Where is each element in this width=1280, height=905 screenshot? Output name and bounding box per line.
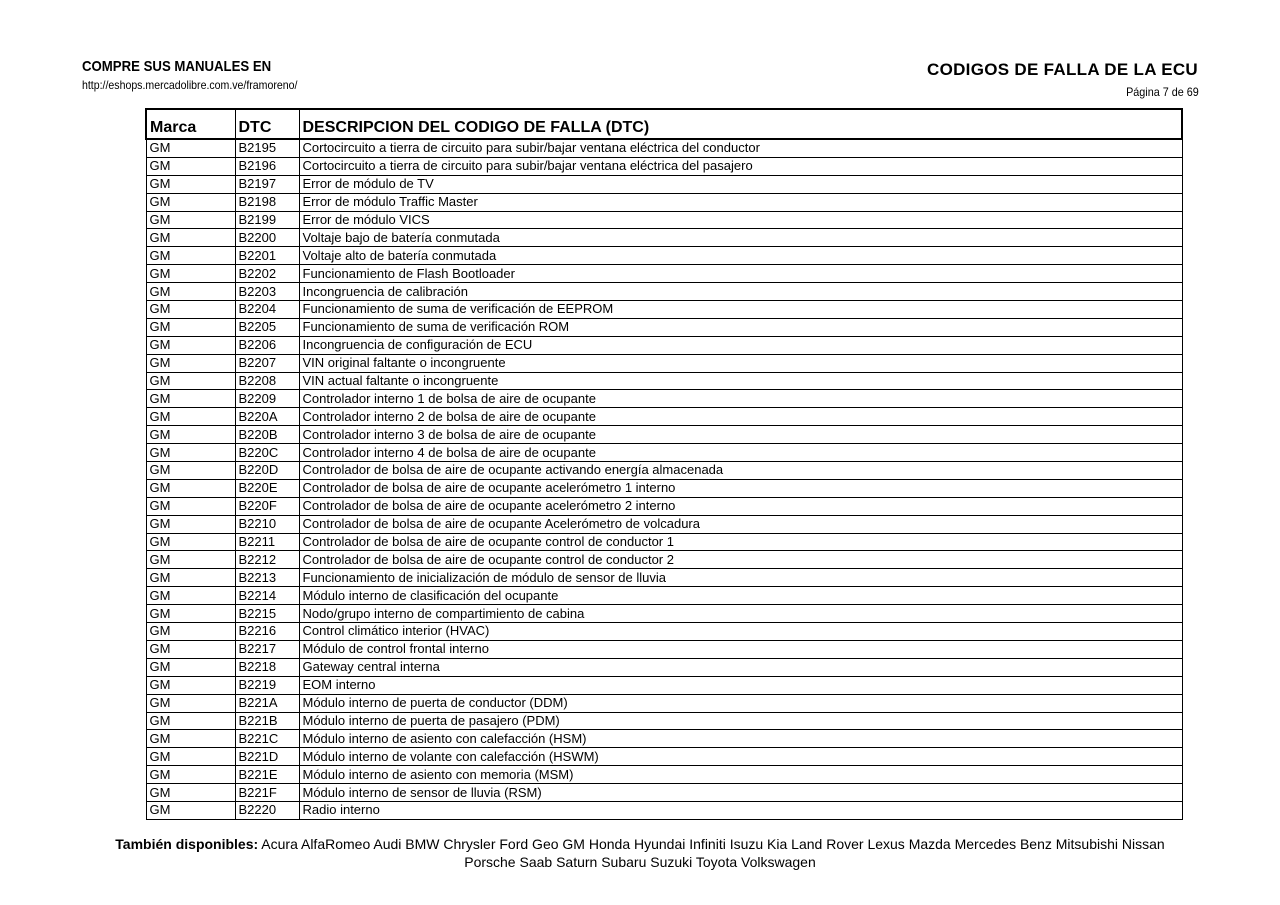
table-row xyxy=(146,623,1182,641)
cell-dtc: B2200 xyxy=(235,229,299,247)
cell-marca: GM xyxy=(146,426,235,444)
cell-dtc: B2207 xyxy=(235,354,299,372)
footer-available-brands xyxy=(82,835,1198,871)
cell-marca: GM xyxy=(146,139,235,157)
cell-dtc: B220D xyxy=(235,462,299,480)
cell-marca: GM xyxy=(146,301,235,319)
table-row xyxy=(146,444,1182,462)
cell-dtc: B2202 xyxy=(235,265,299,283)
cell-descripcion: Controlador interno 3 de bolsa de aire de ocupante xyxy=(299,426,1182,444)
cell-dtc: B221D xyxy=(235,748,299,766)
cell-dtc: B2216 xyxy=(235,623,299,641)
cell-marca: GM xyxy=(146,766,235,784)
cell-dtc: B2212 xyxy=(235,551,299,569)
cell-dtc: B220F xyxy=(235,497,299,515)
footer-brands-line2: Porsche Saab Saturn Subaru Suzuki Toyota Volkswagen xyxy=(464,854,816,870)
table-row xyxy=(146,479,1182,497)
cell-descripcion: Funcionamiento de suma de verificación ROM xyxy=(299,318,1182,336)
table-row xyxy=(146,658,1182,676)
cell-descripcion: Controlador de bolsa de aire de ocupante activando energía almacenada xyxy=(299,462,1182,480)
table-row xyxy=(146,748,1182,766)
footer-label: También disponibles: xyxy=(115,836,259,852)
cell-descripcion: Controlador de bolsa de aire de ocupante control de conductor 2 xyxy=(299,551,1182,569)
cell-dtc: B2210 xyxy=(235,515,299,533)
cell-dtc: B220E xyxy=(235,479,299,497)
cell-dtc: B2204 xyxy=(235,301,299,319)
table-row xyxy=(146,801,1182,819)
cell-marca: GM xyxy=(146,623,235,641)
cell-descripcion: Voltaje bajo de batería conmutada xyxy=(299,229,1182,247)
cell-descripcion: Gateway central interna xyxy=(299,658,1182,676)
cell-descripcion: Error de módulo VICS xyxy=(299,211,1182,229)
cell-descripcion: Controlador interno 1 de bolsa de aire de ocupante xyxy=(299,390,1182,408)
table-row xyxy=(146,247,1182,265)
cell-marca: GM xyxy=(146,784,235,802)
cell-marca: GM xyxy=(146,211,235,229)
table-row xyxy=(146,497,1182,515)
cell-marca: GM xyxy=(146,390,235,408)
cell-dtc: B2208 xyxy=(235,372,299,390)
cell-dtc: B221F xyxy=(235,784,299,802)
cell-descripcion: Controlador interno 4 de bolsa de aire de ocupante xyxy=(299,444,1182,462)
table-row xyxy=(146,372,1182,390)
cell-descripcion: Controlador de bolsa de aire de ocupante acelerómetro 2 interno xyxy=(299,497,1182,515)
cell-marca: GM xyxy=(146,569,235,587)
column-header-marca: Marca xyxy=(146,109,235,139)
cell-marca: GM xyxy=(146,497,235,515)
cell-marca: GM xyxy=(146,265,235,283)
table-row xyxy=(146,515,1182,533)
cell-descripcion: VIN original faltante o incongruente xyxy=(299,354,1182,372)
table-row xyxy=(146,408,1182,426)
cell-marca: GM xyxy=(146,587,235,605)
table-row xyxy=(146,587,1182,605)
cell-marca: GM xyxy=(146,283,235,301)
table-row xyxy=(146,426,1182,444)
cell-dtc: B2196 xyxy=(235,157,299,175)
cell-dtc: B2197 xyxy=(235,175,299,193)
cell-descripcion: Controlador de bolsa de aire de ocupante Acelerómetro de volcadura xyxy=(299,515,1182,533)
cell-descripcion: Módulo interno de asiento con calefacción (HSM) xyxy=(299,730,1182,748)
cell-descripcion: Controlador interno 2 de bolsa de aire de ocupante xyxy=(299,408,1182,426)
column-header-dtc: DTC xyxy=(235,109,299,139)
cell-descripcion: Controlador de bolsa de aire de ocupante acelerómetro 1 interno xyxy=(299,479,1182,497)
cell-marca: GM xyxy=(146,318,235,336)
cell-descripcion: Módulo interno de sensor de lluvia (RSM) xyxy=(299,784,1182,802)
cell-marca: GM xyxy=(146,533,235,551)
cell-dtc: B2215 xyxy=(235,605,299,623)
cell-marca: GM xyxy=(146,640,235,658)
cell-dtc: B2209 xyxy=(235,390,299,408)
table-row xyxy=(146,354,1182,372)
cell-marca: GM xyxy=(146,175,235,193)
cell-dtc: B2205 xyxy=(235,318,299,336)
cell-descripcion: Módulo interno de puerta de pasajero (PDM) xyxy=(299,712,1182,730)
table-row xyxy=(146,605,1182,623)
cell-descripcion: Funcionamiento de Flash Bootloader xyxy=(299,265,1182,283)
cell-descripcion: EOM interno xyxy=(299,676,1182,694)
table-row xyxy=(146,301,1182,319)
cell-marca: GM xyxy=(146,730,235,748)
cell-dtc: B2198 xyxy=(235,193,299,211)
cell-marca: GM xyxy=(146,193,235,211)
cell-dtc: B2214 xyxy=(235,587,299,605)
table-row xyxy=(146,283,1182,301)
cell-marca: GM xyxy=(146,229,235,247)
cell-descripcion: Incongruencia de configuración de ECU xyxy=(299,336,1182,354)
cell-descripcion: Cortocircuito a tierra de circuito para subir/bajar ventana eléctrica del pasajero xyxy=(299,157,1182,175)
cell-dtc: B2199 xyxy=(235,211,299,229)
cell-dtc: B220C xyxy=(235,444,299,462)
page-number: Página 7 de 69 xyxy=(1126,85,1199,99)
cell-marca: GM xyxy=(146,551,235,569)
table-row xyxy=(146,694,1182,712)
cell-marca: GM xyxy=(146,515,235,533)
cell-dtc: B221A xyxy=(235,694,299,712)
cell-dtc: B2219 xyxy=(235,676,299,694)
cell-marca: GM xyxy=(146,712,235,730)
cell-descripcion: Módulo interno de asiento con memoria (MSM) xyxy=(299,766,1182,784)
cell-marca: GM xyxy=(146,801,235,819)
table-row xyxy=(146,766,1182,784)
table-row xyxy=(146,712,1182,730)
table-row xyxy=(146,265,1182,283)
table-row xyxy=(146,784,1182,802)
cell-dtc: B2203 xyxy=(235,283,299,301)
cell-marca: GM xyxy=(146,354,235,372)
table-row xyxy=(146,569,1182,587)
cell-dtc: B220A xyxy=(235,408,299,426)
header-store-url: http://eshops.mercadolibre.com.ve/framoreno/ xyxy=(82,78,298,92)
cell-dtc: B2201 xyxy=(235,247,299,265)
cell-descripcion: Controlador de bolsa de aire de ocupante control de conductor 1 xyxy=(299,533,1182,551)
cell-descripcion: Error de módulo de TV xyxy=(299,175,1182,193)
cell-marca: GM xyxy=(146,479,235,497)
table-row xyxy=(146,390,1182,408)
cell-descripcion: Nodo/grupo interno de compartimiento de cabina xyxy=(299,605,1182,623)
table-row xyxy=(146,139,1182,157)
dtc-table xyxy=(145,108,1183,820)
cell-dtc: B2220 xyxy=(235,801,299,819)
table-row xyxy=(146,676,1182,694)
table-row xyxy=(146,175,1182,193)
cell-descripcion: Funcionamiento de suma de verificación de EEPROM xyxy=(299,301,1182,319)
cell-descripcion: Voltaje alto de batería conmutada xyxy=(299,247,1182,265)
cell-dtc: B2206 xyxy=(235,336,299,354)
cell-marca: GM xyxy=(146,372,235,390)
cell-marca: GM xyxy=(146,605,235,623)
cell-marca: GM xyxy=(146,676,235,694)
cell-descripcion: Cortocircuito a tierra de circuito para subir/bajar ventana eléctrica del conductor xyxy=(299,139,1182,157)
cell-descripcion: Módulo interno de volante con calefacción (HSWM) xyxy=(299,748,1182,766)
cell-marca: GM xyxy=(146,462,235,480)
table-row xyxy=(146,730,1182,748)
table-row xyxy=(146,193,1182,211)
cell-dtc: B2195 xyxy=(235,139,299,157)
table-body xyxy=(146,139,1182,819)
document-title: CODIGOS DE FALLA DE LA ECU xyxy=(927,60,1198,79)
cell-descripcion: Funcionamiento de inicialización de módulo de sensor de lluvia xyxy=(299,569,1182,587)
cell-dtc: B2211 xyxy=(235,533,299,551)
cell-dtc: B2217 xyxy=(235,640,299,658)
cell-descripcion: Error de módulo Traffic Master xyxy=(299,193,1182,211)
cell-dtc: B221E xyxy=(235,766,299,784)
cell-dtc: B221B xyxy=(235,712,299,730)
cell-marca: GM xyxy=(146,444,235,462)
footer-brands-line1: Acura AlfaRomeo Audi BMW Chrysler Ford Geo GM Honda Hyundai Infiniti Isuzu Kia Land Rover Lexus Mazda Mercedes Benz Mitsubishi Nissan xyxy=(261,836,1165,852)
cell-marca: GM xyxy=(146,658,235,676)
cell-marca: GM xyxy=(146,408,235,426)
table-row xyxy=(146,318,1182,336)
cell-dtc: B221C xyxy=(235,730,299,748)
cell-marca: GM xyxy=(146,336,235,354)
cell-descripcion: Módulo interno de clasificación del ocupante xyxy=(299,587,1182,605)
table-row xyxy=(146,462,1182,480)
table-row xyxy=(146,533,1182,551)
cell-descripcion: Incongruencia de calibración xyxy=(299,283,1182,301)
table-row xyxy=(146,551,1182,569)
column-header-descripcion: DESCRIPCION DEL CODIGO DE FALLA (DTC) xyxy=(299,109,1182,139)
cell-descripcion: VIN actual faltante o incongruente xyxy=(299,372,1182,390)
table-row xyxy=(146,640,1182,658)
cell-descripcion: Módulo interno de puerta de conductor (DDM) xyxy=(299,694,1182,712)
table-row xyxy=(146,229,1182,247)
cell-dtc: B220B xyxy=(235,426,299,444)
header-store-title: COMPRE SUS MANUALES EN xyxy=(82,58,272,75)
cell-descripcion: Control climático interior (HVAC) xyxy=(299,623,1182,641)
cell-dtc: B2213 xyxy=(235,569,299,587)
cell-marca: GM xyxy=(146,694,235,712)
cell-descripcion: Módulo de control frontal interno xyxy=(299,640,1182,658)
cell-marca: GM xyxy=(146,748,235,766)
cell-descripcion: Radio interno xyxy=(299,801,1182,819)
cell-marca: GM xyxy=(146,247,235,265)
cell-marca: GM xyxy=(146,157,235,175)
cell-dtc: B2218 xyxy=(235,658,299,676)
table-row xyxy=(146,157,1182,175)
table-row xyxy=(146,211,1182,229)
table-header-row xyxy=(146,109,1182,139)
table-row xyxy=(146,336,1182,354)
